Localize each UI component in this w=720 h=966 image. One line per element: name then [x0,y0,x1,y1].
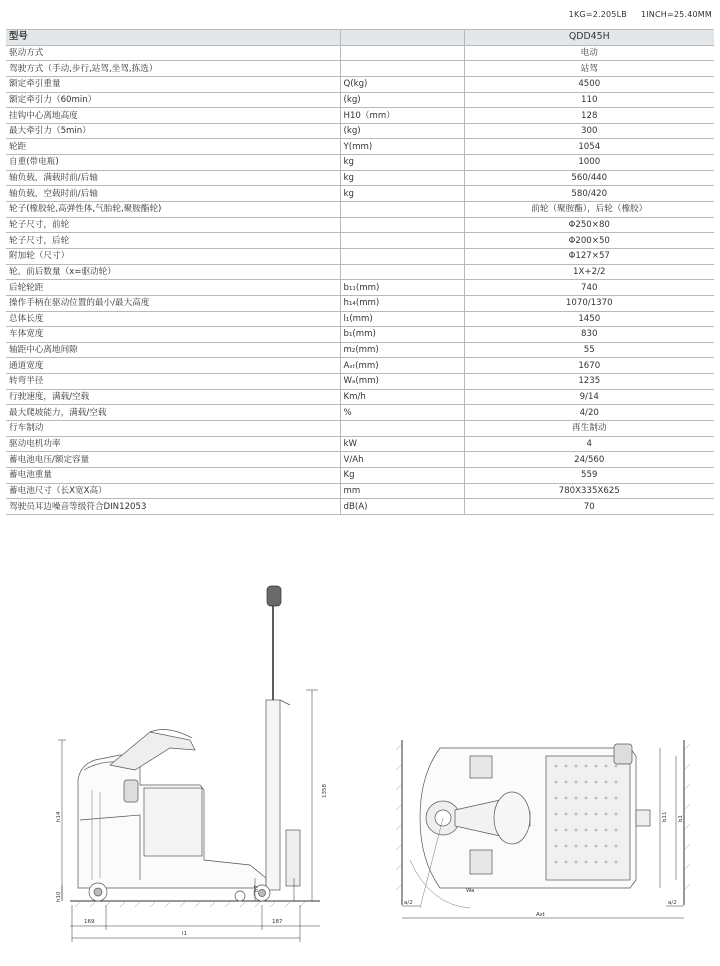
spec-row [6,358,714,374]
spec-value: 128 [464,108,714,124]
spec-row [6,467,714,483]
spec-value: 1070/1370 [464,295,714,311]
spec-value: Φ200×50 [464,233,714,249]
spec-label: 驾驶方式（手动,步行,站驾,坐驾,拣选） [6,61,340,77]
spec-unit: Y(mm) [340,139,464,155]
top-view-drawing [396,740,690,918]
header-model: QDD45H [464,30,714,46]
spec-value: 70 [464,499,714,515]
spec-unit [340,248,464,264]
spec-value: 1235 [464,374,714,390]
spec-label: 驱动电机功率 [6,436,340,452]
spec-row [6,123,714,139]
spec-unit: dB(A) [340,499,464,515]
spec-header-row [6,30,714,46]
spec-label: 轮距 [6,139,340,155]
spec-value: 110 [464,92,714,108]
header-unit [340,30,464,46]
spec-unit: m₂(mm) [340,342,464,358]
dim-h7: h7 [254,885,260,892]
spec-unit: kW [340,436,464,452]
spec-label: 额定牵引重量 [6,76,340,92]
spec-label: 最大爬坡能力，满载/空载 [6,405,340,421]
spec-value: 站驾 [464,61,714,77]
dim-187: 187 [272,919,283,925]
spec-unit [340,421,464,437]
spec-row [6,170,714,186]
spec-value: 300 [464,123,714,139]
dim-h14: h14 [56,811,62,822]
spec-label: 后轮轮距 [6,280,340,296]
spec-label: 挂钩中心离地高度 [6,108,340,124]
spec-unit: mm [340,483,464,499]
spec-row [6,155,714,171]
spec-unit: kg [340,170,464,186]
spec-label: 附加轮（尺寸） [6,248,340,264]
spec-value: 1000 [464,155,714,171]
spec-row [6,92,714,108]
spec-unit [340,45,464,61]
spec-unit: (kg) [340,92,464,108]
spec-value: 580/420 [464,186,714,202]
spec-label: 额定牵引力（60min） [6,92,340,108]
spec-row [6,327,714,343]
spec-value: 1X+2/2 [464,264,714,280]
spec-value: 电动 [464,45,714,61]
spec-unit: % [340,405,464,421]
spec-row [6,499,714,515]
spec-value: Φ250×80 [464,217,714,233]
spec-unit: Kg [340,467,464,483]
spec-label: 行驶速度，满载/空载 [6,389,340,405]
spec-value: 780X335X625 [464,483,714,499]
spec-unit: b₁(mm) [340,327,464,343]
spec-row [6,139,714,155]
spec-row [6,405,714,421]
spec-unit: V/Ah [340,452,464,468]
spec-value: 1450 [464,311,714,327]
spec-label: 轮子尺寸，后轮 [6,233,340,249]
units-note [555,10,712,19]
side-view-drawing [58,586,320,942]
dim-b11: b11 [662,811,668,822]
technical-drawings [0,560,720,960]
spec-row [6,61,714,77]
spec-unit: b₁₁(mm) [340,280,464,296]
spec-row [6,311,714,327]
spec-value: Φ127×57 [464,248,714,264]
spec-value: 4/20 [464,405,714,421]
spec-value: 559 [464,467,714,483]
dim-wa: Wa [466,888,475,894]
spec-value: 1054 [464,139,714,155]
spec-unit: (kg) [340,123,464,139]
spec-value: 再生制动 [464,421,714,437]
spec-row [6,421,714,437]
spec-value: 4 [464,436,714,452]
spec-unit: Wₐ(mm) [340,374,464,390]
header-label: 型号 [6,30,340,46]
spec-row [6,76,714,92]
spec-label: 驾驶员耳边噪音等级符合DIN12053 [6,499,340,515]
spec-label: 驱动方式 [6,45,340,61]
spec-label: 操作手柄在驱动位置的最小/最大高度 [6,295,340,311]
spec-row [6,374,714,390]
spec-unit: Km/h [340,389,464,405]
spec-label: 轴负载，空载时前/后轴 [6,186,340,202]
spec-value: 830 [464,327,714,343]
spec-row [6,295,714,311]
spec-row [6,342,714,358]
spec-row [6,108,714,124]
spec-value: 4500 [464,76,714,92]
spec-row [6,452,714,468]
spec-unit: l₁(mm) [340,311,464,327]
spec-row [6,389,714,405]
spec-label: 轮，前后数量（x=驱动轮） [6,264,340,280]
spec-table [6,29,714,515]
spec-value: 9/14 [464,389,714,405]
spec-unit [340,202,464,218]
spec-row [6,436,714,452]
spec-unit: h₁₄(mm) [340,295,464,311]
spec-unit: kg [340,155,464,171]
spec-row [6,248,714,264]
dim-1358: 1358 [322,784,328,798]
dim-a-half-right: a/2 [668,900,677,906]
spec-label: 车体宽度 [6,327,340,343]
spec-row [6,45,714,61]
spec-unit: Q(kg) [340,76,464,92]
dim-l1: l1 [182,931,188,937]
spec-row [6,217,714,233]
spec-label: 蓄电池尺寸（长X宽X高） [6,483,340,499]
spec-label: 轮子尺寸，前轮 [6,217,340,233]
spec-label: 轴负载，满载时前/后轴 [6,170,340,186]
spec-unit [340,217,464,233]
spec-row [6,233,714,249]
spec-value: 24/560 [464,452,714,468]
spec-value: 1670 [464,358,714,374]
spec-label: 总体长度 [6,311,340,327]
spec-unit [340,61,464,77]
units-note-inch: 1INCH=25.40MM [640,10,712,19]
spec-unit [340,264,464,280]
spec-unit [340,233,464,249]
spec-row [6,202,714,218]
spec-row [6,280,714,296]
spec-label: 转弯半径 [6,374,340,390]
spec-row [6,483,714,499]
spec-label: 轴距中心离地间隙 [6,342,340,358]
spec-unit: Aₛₜ(mm) [340,358,464,374]
spec-label: 自重(带电瓶) [6,155,340,171]
spec-label: 蓄电池重量 [6,467,340,483]
spec-label: 行车制动 [6,421,340,437]
spec-label: 轮子(橡胶轮,高弹性体,气胎轮,聚胺酯轮) [6,202,340,218]
spec-row [6,264,714,280]
spec-label: 最大牵引力（5min） [6,123,340,139]
dim-h10: h10 [56,891,62,902]
spec-row [6,186,714,202]
dim-a-half-left: a/2 [404,900,413,906]
spec-value: 55 [464,342,714,358]
spec-value: 740 [464,280,714,296]
spec-unit: H10（mm） [340,108,464,124]
spec-unit: kg [340,186,464,202]
dim-b1: b1 [678,815,684,822]
spec-label: 通道宽度 [6,358,340,374]
spec-label: 蓄电池电压/额定容量 [6,452,340,468]
spec-value: 前轮（聚胺酯），后轮（橡胶） [464,202,714,218]
dim-169: 169 [84,919,95,925]
dim-ast: Ast [536,912,545,918]
units-note-kg: 1KG=2.205LB [568,10,627,19]
spec-value: 560/440 [464,170,714,186]
